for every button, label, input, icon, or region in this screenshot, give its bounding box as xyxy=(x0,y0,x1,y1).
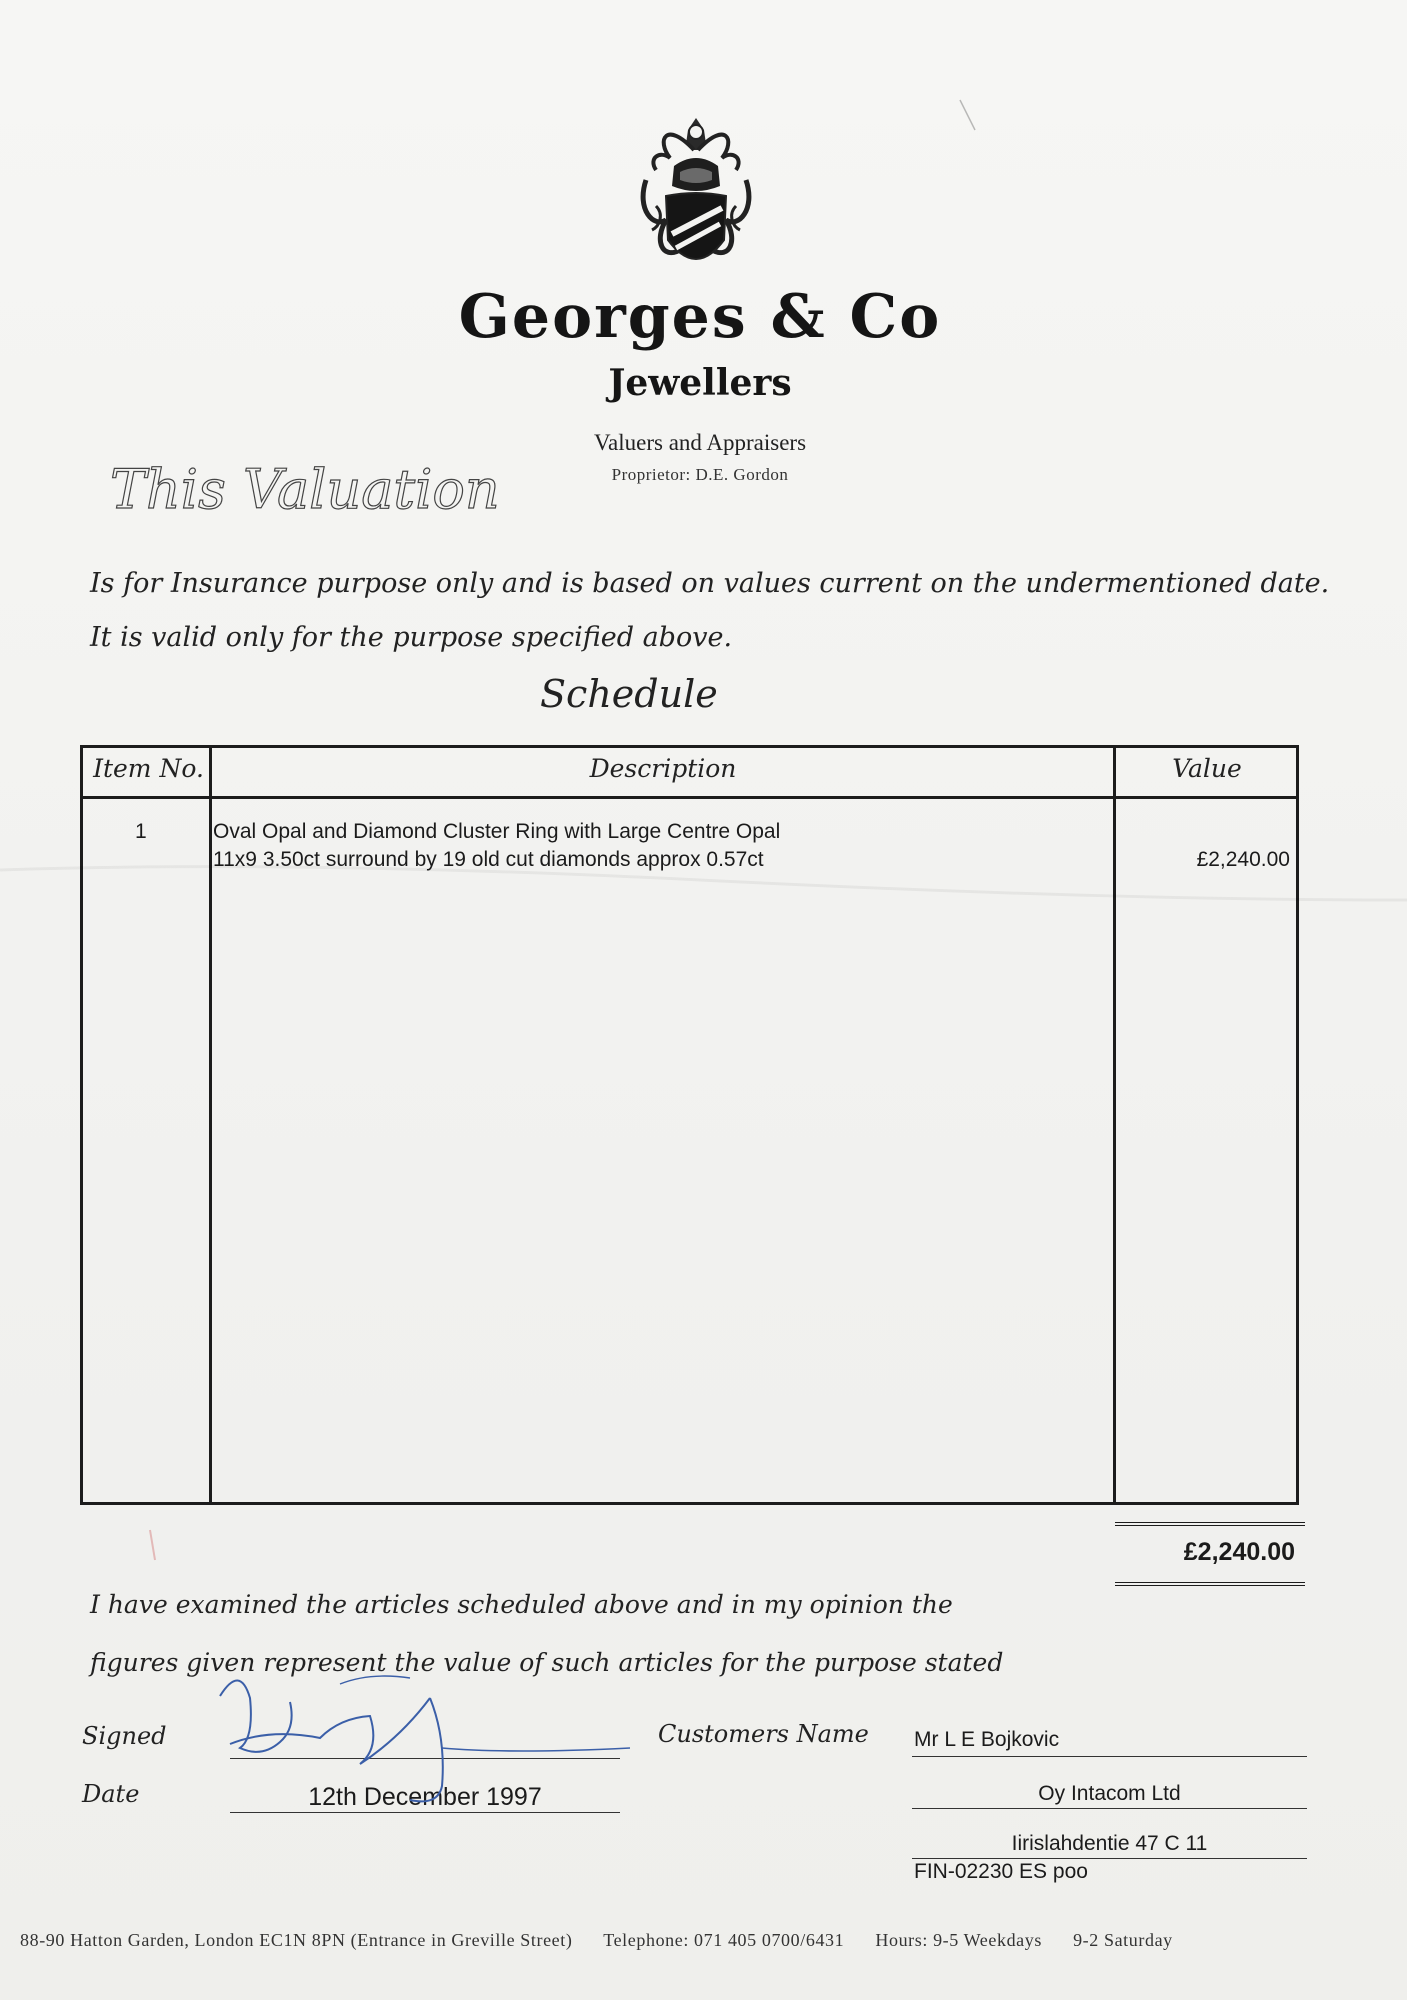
customer-company: Oy Intacom Ltd xyxy=(1038,1782,1181,1805)
validity-statement: It is valid only for the purpose specified above. xyxy=(90,622,733,653)
customer-name-line xyxy=(912,1756,1307,1757)
footer xyxy=(20,1930,1395,1951)
valuation-heading: This Valuation xyxy=(110,458,500,521)
customer-postcode: FIN-02230 ES poo xyxy=(914,1860,1088,1883)
total-value: £2,240.00 xyxy=(1183,1538,1295,1566)
total-box xyxy=(1115,1522,1305,1586)
date-label: Date xyxy=(82,1780,140,1808)
coat-of-arms-logo xyxy=(636,110,756,280)
customer-address: Iirislahdentie 47 C 11 xyxy=(1011,1832,1208,1855)
column-divider xyxy=(1113,748,1116,1502)
declaration-line1: I have examined the articles scheduled above and in my opinion the xyxy=(90,1590,953,1619)
customer-name-label: Customers Name xyxy=(658,1720,869,1748)
row-item-no: 1 xyxy=(135,820,147,843)
footer-telephone: Telephone: 071 405 0700/6431 xyxy=(603,1930,845,1950)
row-description-line1: Oval Opal and Diamond Cluster Ring with Large Centre Opal xyxy=(213,820,781,843)
declaration-line2: figures given represent the value of such articles for the purpose stated xyxy=(90,1648,1004,1677)
footer-saturday: 9-2 Saturday xyxy=(1073,1930,1173,1950)
customer-name: Mr L E Bojkovic xyxy=(914,1728,1060,1751)
footer-hours: Hours: 9-5 Weekdays xyxy=(875,1930,1042,1950)
header-value: Value xyxy=(1172,754,1242,783)
row-value: £2,240.00 xyxy=(1196,848,1290,871)
header-item-no: Item No. xyxy=(93,754,204,783)
handwritten-signature xyxy=(210,1668,650,1808)
company-subtitle: Jewellers xyxy=(608,362,792,404)
header-description: Description xyxy=(589,754,737,783)
proprietor: Proprietor: D.E. Gordon xyxy=(611,465,789,484)
company-name: Georges & Co xyxy=(458,282,942,352)
customer-address-line xyxy=(912,1858,1307,1859)
footer-address: 88-90 Hatton Garden, London EC1N 8PN (Entrance in Greville Street) xyxy=(20,1930,573,1950)
date-value: 12th December 1997 xyxy=(308,1783,542,1811)
company-tagline: Valuers and Appraisers xyxy=(593,430,807,455)
schedule-heading: Schedule xyxy=(540,672,718,716)
customer-company-line xyxy=(912,1808,1307,1809)
insurance-statement: Is for Insurance purpose only and is based on values current on the undermentioned date. xyxy=(90,568,1330,599)
date-line xyxy=(230,1812,620,1813)
row-description-line2: 11x9 3.50ct surround by 19 old cut diamonds approx 0.57ct xyxy=(213,848,764,871)
signed-label: Signed xyxy=(82,1722,167,1750)
schedule-table xyxy=(80,745,1299,1505)
column-divider xyxy=(209,748,212,1502)
